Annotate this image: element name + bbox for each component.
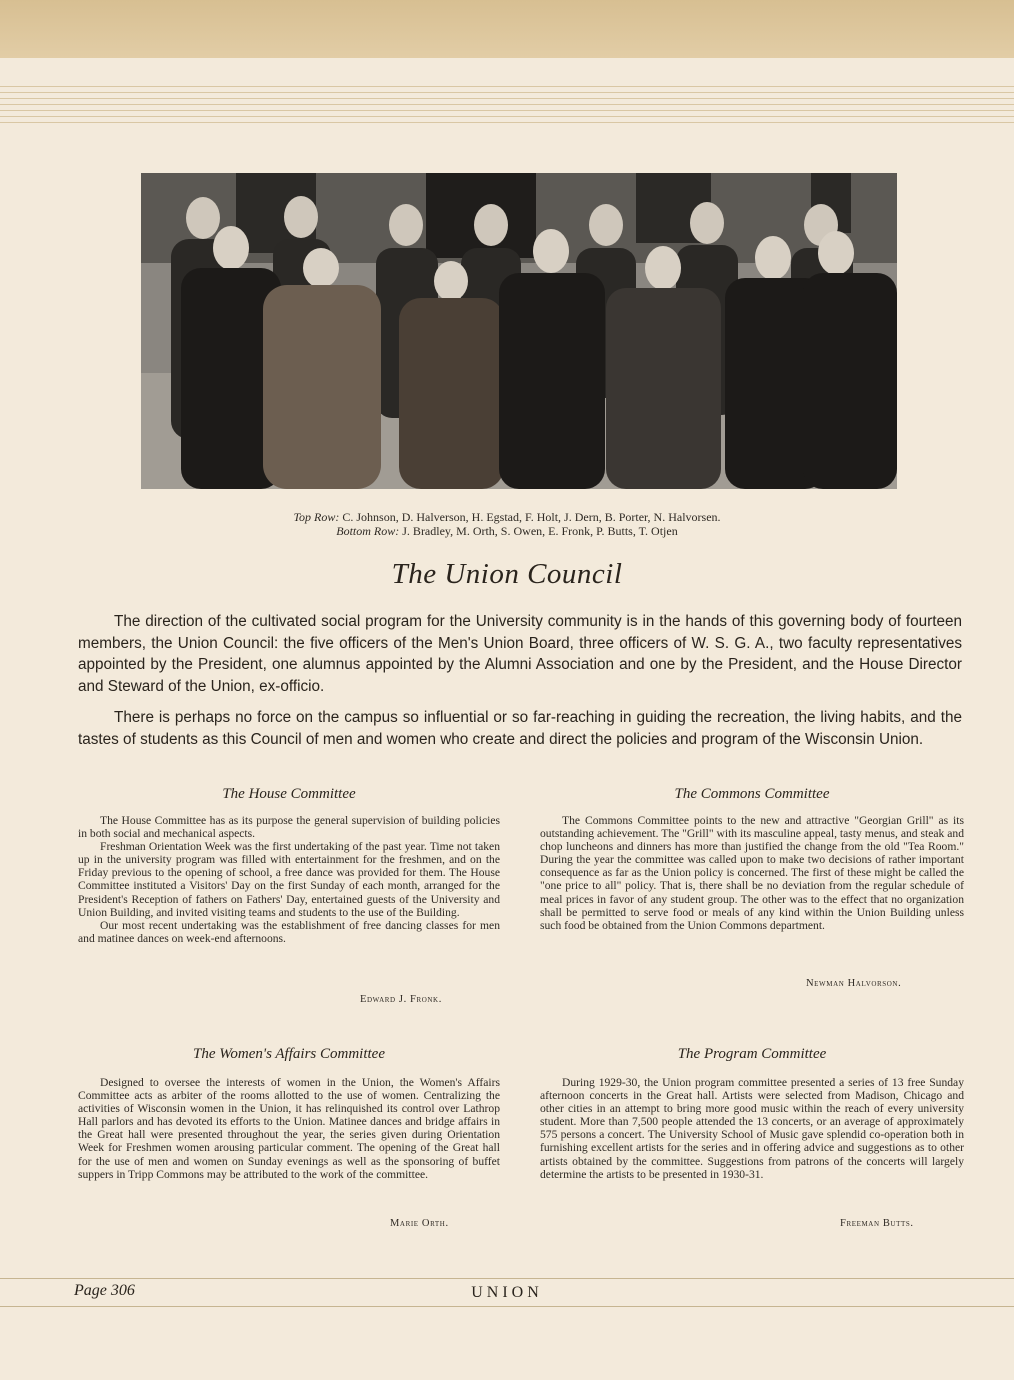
house-paragraph: The House Committee has as its purpose the general supervision of building policies in both social and mechanical aspects.	[78, 814, 500, 841]
top-decorative-band	[0, 0, 1014, 58]
decorative-rules	[0, 86, 1014, 128]
womens-affairs-committee-title: The Women's Affairs Committee	[193, 1046, 385, 1062]
house-paragraph: Our most recent undertaking was the establishment of free dancing classes for men and matinee dances on week-end afternoons.	[78, 918, 500, 945]
footer-rule-bottom	[0, 1306, 1014, 1307]
page-title: The Union Council	[391, 558, 623, 590]
caption-bottom-label: Bottom Row:	[336, 524, 400, 538]
womens-paragraph: Designed to oversee the interests of women in the Union, the Women's Affairs Committee acts as arbiter of the rooms allotted to the use of women. Centralizing the activities of Wisconsin women in the Union, it has relinquished its control over Lathrop Hall parlors and has devoted its efforts to the Union. Matinee dances and bridge affairs in the Great hall were presented throughout the year, the series given during Orientation Week for Freshmen women arousing particular comment. The opening of the Great hall for the use of men and women on Sunday evenings as well as the sponsoring of buffet suppers in Tripp Commons may be attributed to the work of the committee.	[78, 1076, 500, 1181]
commons-paragraph: The Commons Committee points to the new and attractive "Georgian Grill" as its outstanding achievement. The "Grill" with its masculine appeal, tasty menus, and steak and chop luncheons and dinners has more than justified the change from the old "Tea Room." During the year the committee was called upon to make two decisions of rather important consequence as far as the Union policy is concerned. The first of these might be called the "one price to all" policy. That is, there shall be no deviation from the regular schedule of meal prices in favor of any student group. The other was to the effect that no organization shall be permitted to serve food or meals of any kind within the Union Building unless such food be obtained from the Union Commons department.	[540, 814, 964, 932]
caption-bottom-row	[0, 524, 1014, 538]
intro-paragraph: The direction of the cultivated social program for the University community is in the hands of this governing body of fourteen members, the Union Council: the five officers of the Men's Union Board, three officers of W. S. G. A., two faculty representatives appointed by the President, one alumnus appointed by the Alumni Association and one by the President, and the House Director and Steward of the Union, ex-officio.	[78, 613, 962, 695]
program-paragraph: During 1929-30, the Union program committee presented a series of 13 free Sunday afternoon concerts in the Great hall. Artists were selected from Madison, Chicago and other cities in an attempt to bring more good music within the reach of every university student. More than 7,500 people attended the 13 concerts, or an average of approximately 575 persons a concert. The University School of Music gave splendid co-operation both in furnishing excellent artists for the series and in offering advice and suggestions as to other artists obtained by the committee. Suggestions from patrons of the concerts will largely determine the artists to be presented in 1930-31.	[540, 1076, 964, 1181]
house-committee-title: The House Committee	[222, 786, 356, 802]
house-committee-text	[78, 814, 500, 945]
commons-committee-text	[540, 814, 964, 932]
page-number: Page 306	[74, 1282, 135, 1299]
program-committee-title: The Program Committee	[677, 1046, 827, 1062]
womens-affairs-committee-text	[78, 1076, 500, 1181]
group-photograph	[141, 173, 897, 489]
commons-signature: Newman Halvorson.	[806, 978, 902, 989]
house-paragraph: Freshman Orientation Week was the first undertaking of the past year. Time not taken up in the university program was filled with entertainment for the freshmen, and on the Friday previous to the opening of school, a free dance was provided for them. The House Committee instituted a Visitors' Day on the first Sunday of each month, arranged for the President's Reception of fathers on Fathers' Day, entertained guests of the University and Union Building, and invited visiting teams and students to the use of the Building.	[78, 840, 500, 919]
footer-rule-top	[0, 1278, 1014, 1279]
womens-signature: Marie Orth.	[390, 1218, 449, 1229]
photo-caption	[0, 510, 1014, 538]
intro-text	[78, 611, 962, 761]
program-signature: Freeman Butts.	[840, 1218, 914, 1229]
caption-top-row	[0, 510, 1014, 524]
union-footer-mark: UNION	[471, 1284, 543, 1301]
caption-bottom-names: J. Bradley, M. Orth, S. Owen, E. Fronk, P. Butts, T. Otjen	[402, 524, 678, 538]
caption-top-names: C. Johnson, D. Halverson, H. Egstad, F. Holt, J. Dern, B. Porter, N. Halvorsen.	[342, 510, 721, 524]
intro-paragraph: There is perhaps no force on the campus so influential or so far-reaching in guiding the recreation, the living habits, and the tastes of students as this Council of men and women who create and direct the policies and program of the Wisconsin Union.	[78, 709, 962, 748]
caption-top-label: Top Row:	[293, 510, 340, 524]
program-committee-text	[540, 1076, 964, 1181]
house-signature: Edward J. Fronk.	[360, 994, 442, 1005]
commons-committee-title: The Commons Committee	[674, 786, 830, 802]
